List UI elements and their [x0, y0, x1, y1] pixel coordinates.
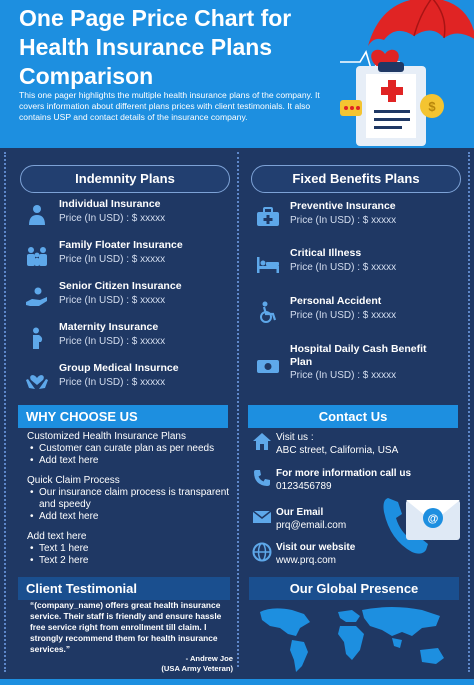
contact-value: 0123456789: [276, 481, 332, 492]
plan-price: Price (In USD) : $ xxxxx: [59, 336, 166, 347]
plan-name: Senior Citizen Insurance: [59, 280, 182, 292]
why-choose-us-list: [27, 431, 232, 567]
contact-value: ABC street, California, USA: [276, 445, 399, 456]
why-group-title: Quick Claim Process: [27, 475, 120, 486]
world-map-icon: [252, 604, 462, 676]
phone-icon: [252, 468, 272, 488]
plan-name: Maternity Insurance: [59, 321, 159, 333]
person-icon: [25, 204, 49, 226]
plan-price: Price (In USD) : $ xxxxx: [59, 254, 166, 265]
plan-price: Price (In USD) : $ xxxxx: [290, 215, 397, 226]
global-presence-heading: Our Global Presence: [249, 577, 459, 600]
plan-name: Personal Accident: [290, 295, 382, 307]
svg-text:@: @: [427, 513, 439, 525]
plan-item: [256, 343, 466, 383]
plan-price: Price (In USD) : $ xxxxx: [59, 213, 166, 224]
plan-name: Preventive Insurance: [290, 200, 396, 212]
contact-value: www.prq.com: [276, 555, 337, 566]
contact-label: For more information call us: [276, 468, 412, 479]
plan-item: [25, 198, 235, 238]
author-name: - Andrew Joe: [185, 654, 233, 663]
medical-kit-icon: [256, 206, 280, 228]
family-icon: [25, 245, 49, 267]
contact-value: prq@email.com: [276, 520, 347, 531]
why-group-title: Customized Health Insurance Plans: [27, 431, 186, 442]
contact-label: Our Email: [276, 507, 324, 518]
border-dots-right: [468, 152, 470, 672]
phone-mail-illustration-icon: [382, 492, 464, 556]
plan-item: [25, 239, 235, 279]
plan-name: Family Floater Insurance: [59, 239, 183, 251]
plan-price: Price (In USD) : $ xxxxx: [59, 377, 166, 388]
why-bullet: • Add text here: [27, 455, 232, 467]
email-icon: [252, 507, 272, 527]
plan-item: [25, 321, 235, 361]
why-bullet: • Add text here: [27, 511, 232, 523]
why-choose-us-heading: WHY CHOOSE US: [18, 405, 228, 428]
column-divider: [237, 152, 239, 667]
contact-label: Visit our website: [276, 542, 356, 553]
plan-name: Critical Illness: [290, 247, 362, 259]
why-bullet: • Text 1 here: [27, 543, 232, 555]
heart-hands-icon: [25, 368, 49, 390]
testimonial-author: [120, 654, 233, 674]
plan-price: Price (In USD) : $ xxxxx: [290, 310, 397, 321]
svg-text:$: $: [428, 99, 436, 114]
plan-item: [256, 295, 466, 335]
plan-item: [25, 362, 235, 402]
plan-item: [256, 247, 466, 287]
footer-bar: [0, 679, 474, 685]
globe-icon: [252, 542, 272, 562]
why-bullet: • Our insurance claim process is transparent and speedy: [27, 487, 232, 511]
contact-us-heading: Contact Us: [248, 405, 458, 428]
plan-name: Individual Insurance: [59, 198, 161, 210]
home-icon: [252, 432, 272, 452]
plan-price: Price (In USD) : $ xxxxx: [290, 262, 397, 273]
plan-name: Hospital Daily Cash Benefit Plan: [290, 343, 427, 368]
fixed-plans-heading: Fixed Benefits Plans: [251, 165, 461, 193]
plan-item: [25, 280, 235, 320]
testimonial-quote: “(company_name) offers great health insurance service. Their staff is friendly and ensure hassle free service right from enrollment till claim. I strongly recommend them for health insurance services.”: [30, 600, 222, 654]
client-testimonial-heading: Client Testimonial: [18, 577, 230, 600]
page-description: This one pager highlights the multiple health insurance plans of the company. It covers information about different plans prices with client testimonials. It also contains USP and contact details of the insurance company.: [19, 90, 320, 122]
plan-name: Group Medical Insurnce: [59, 362, 179, 374]
plan-price: Price (In USD) : $ xxxxx: [59, 295, 166, 306]
plan-item: [256, 200, 466, 240]
indemnity-plans-heading: Indemnity Plans: [20, 165, 230, 193]
hand-care-icon: [25, 286, 49, 308]
hospital-bed-icon: [256, 253, 280, 275]
header-banner: [0, 0, 474, 148]
author-note: (USA Army Veteran): [161, 664, 233, 673]
cash-icon: [256, 355, 280, 377]
plan-price: Price (In USD) : $ xxxxx: [290, 370, 397, 381]
why-bullet: • Text 2 here: [27, 555, 232, 567]
maternity-icon: [25, 327, 49, 349]
contact-label: Visit us :: [276, 432, 314, 443]
why-group-title: Add text here: [27, 531, 87, 542]
page-title: One Page Price Chart for Health Insurance Plans Comparison: [19, 5, 292, 89]
why-bullet: • Customer can curate plan as per needs: [27, 443, 232, 455]
wheelchair-icon: [256, 301, 280, 323]
medical-clipboard-icon: [340, 48, 460, 148]
border-dots-left: [4, 152, 6, 672]
